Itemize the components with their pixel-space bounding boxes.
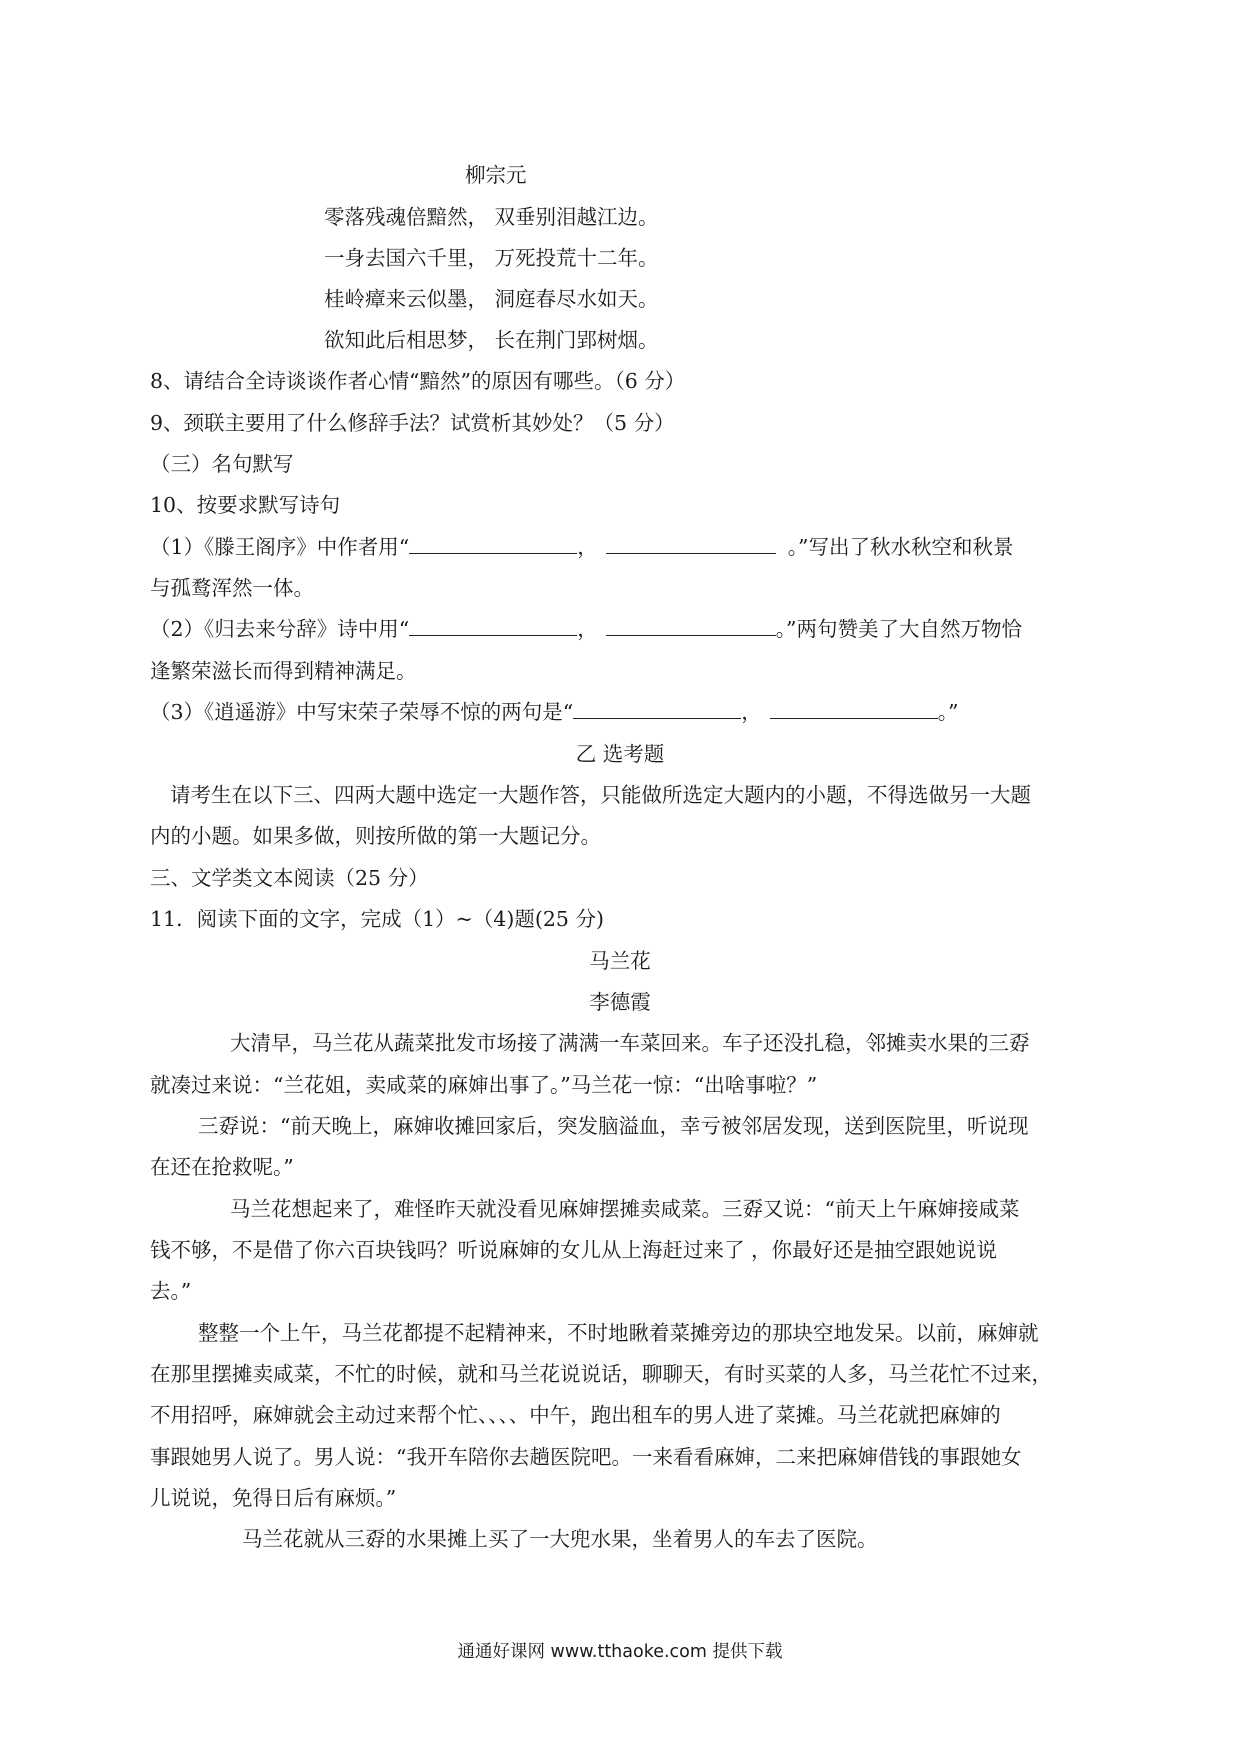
- answer-blank[interactable]: [573, 700, 741, 719]
- question-10-2-continued: 逢繁荣滋长而得到精神满足。: [150, 659, 417, 683]
- question-9: 9、颈联主要用了什么修辞手法？试赏析其妙处？（5 分）: [150, 411, 675, 435]
- question-10-1: [150, 532, 1014, 562]
- answer-blank[interactable]: [606, 535, 776, 554]
- question-8: 8、请结合全诗谈谈作者心情“黯然”的原因有哪些。（6 分）: [150, 369, 686, 393]
- poem-author: 柳宗元: [465, 163, 527, 187]
- story-line: 在那里摆摊卖咸菜，不忙的时候，就和马兰花说说话，聊聊天，有时买菜的人多，马兰花忙不过来，: [150, 1362, 1052, 1386]
- question-10-2-sep: ，: [577, 617, 598, 641]
- part-b-title: 乙 选考题: [575, 742, 665, 766]
- question-10: 10、按要求默写诗句: [150, 493, 341, 517]
- story-title: 马兰花: [589, 949, 651, 973]
- question-10-3: [150, 697, 959, 727]
- section-3-title: （三）名句默写: [150, 452, 294, 476]
- section-title: 三、文学类文本阅读（25 分）: [150, 866, 429, 890]
- story-line: 事跟她男人说了。男人说：“我开车陪你去趟医院吧。一来看看麻婶，二来把麻婶借钱的事跟她女: [150, 1445, 1022, 1469]
- part-b-instruction-2: 内的小题。如果多做，则按所做的第一大题记分。: [150, 824, 601, 848]
- answer-blank[interactable]: [409, 535, 577, 554]
- story-author: 李德霞: [589, 990, 651, 1014]
- question-10-1-suffix: 。”写出了秋水秋空和秋景: [787, 535, 1014, 559]
- question-10-3-suffix: 。”: [937, 700, 959, 724]
- story-line: 在还在抢救呢。”: [150, 1155, 294, 1179]
- question-10-1-prefix: （1）《滕王阁序》中作者用“: [150, 535, 410, 559]
- poem-line-4: 欲知此后相思梦， 长在荆门郢树烟。: [324, 328, 659, 352]
- question-10-3-prefix: （3）《逍遥游》中写宋荣子荣辱不惊的两句是“: [150, 700, 574, 724]
- poem-line-2: 一身去国六千里， 万死投荒十二年。: [324, 246, 659, 270]
- story-line: 去。”: [150, 1279, 192, 1303]
- question-10-2-prefix: （2）《归去来兮辞》诗中用“: [150, 617, 410, 641]
- answer-blank[interactable]: [770, 700, 938, 719]
- answer-blank[interactable]: [409, 617, 577, 636]
- story-line: 马兰花想起来了，难怪昨天就没看见麻婶摆摊卖咸菜。三孬又说：“前天上午麻婶接咸菜: [230, 1197, 1020, 1221]
- question-10-1-continued: 与孤鹜浑然一体。: [150, 576, 314, 600]
- part-b-instruction-1: 请考生在以下三、四两大题中选定一大题作答，只能做所选定大题内的小题，不得选做另一大题: [170, 783, 1031, 807]
- poem-line-1: 零落残魂倍黯然， 双垂别泪越江边。: [324, 205, 659, 229]
- question-11: 11．阅读下面的文字，完成（1）~（4)题(25 分): [150, 907, 604, 931]
- story-line: 不用招呼，麻婶就会主动过来帮个忙、、、、中午，跑出租车的男人进了菜摊。马兰花就把麻婶的: [150, 1403, 1001, 1427]
- story-line: 三孬说：“前天晚上，麻婶收摊回家后，突发脑溢血，幸亏被邻居发现，送到医院里，听说现: [198, 1114, 1029, 1138]
- story-line: 整整一个上午，马兰花都提不起精神来，不时地瞅着菜摊旁边的那块空地发呆。以前，麻婶就: [198, 1321, 1039, 1345]
- story-line: 儿说说，免得日后有麻烦。”: [150, 1486, 397, 1510]
- question-10-3-sep: ，: [741, 700, 762, 724]
- poem-line-3: 桂岭瘴来云似墨， 洞庭春尽水如天。: [324, 287, 659, 311]
- question-10-2-suffix: 。”两句赞美了大自然万物恰: [775, 617, 1023, 641]
- story-line: 钱不够，不是借了你六百块钱吗？听说麻婶的女儿从上海赶过来了 ，你最好还是抽空跟她说说: [150, 1238, 998, 1262]
- page-footer: 通通好课网 www.tthaoke.com 提供下载: [457, 1642, 783, 1662]
- story-line: 就凑过来说：“兰花姐，卖咸菜的麻婶出事了。”马兰花一惊：“出啥事啦？”: [150, 1073, 818, 1097]
- answer-blank[interactable]: [606, 617, 776, 636]
- story-line: 大清早，马兰花从蔬菜批发市场接了满满一车菜回来。车子还没扎稳，邻摊卖水果的三孬: [230, 1031, 1030, 1055]
- story-line: 马兰花就从三孬的水果摊上买了一大兜水果，坐着男人的车去了医院。: [242, 1527, 878, 1551]
- question-10-2: [150, 614, 1022, 644]
- question-10-1-sep: ，: [577, 535, 598, 559]
